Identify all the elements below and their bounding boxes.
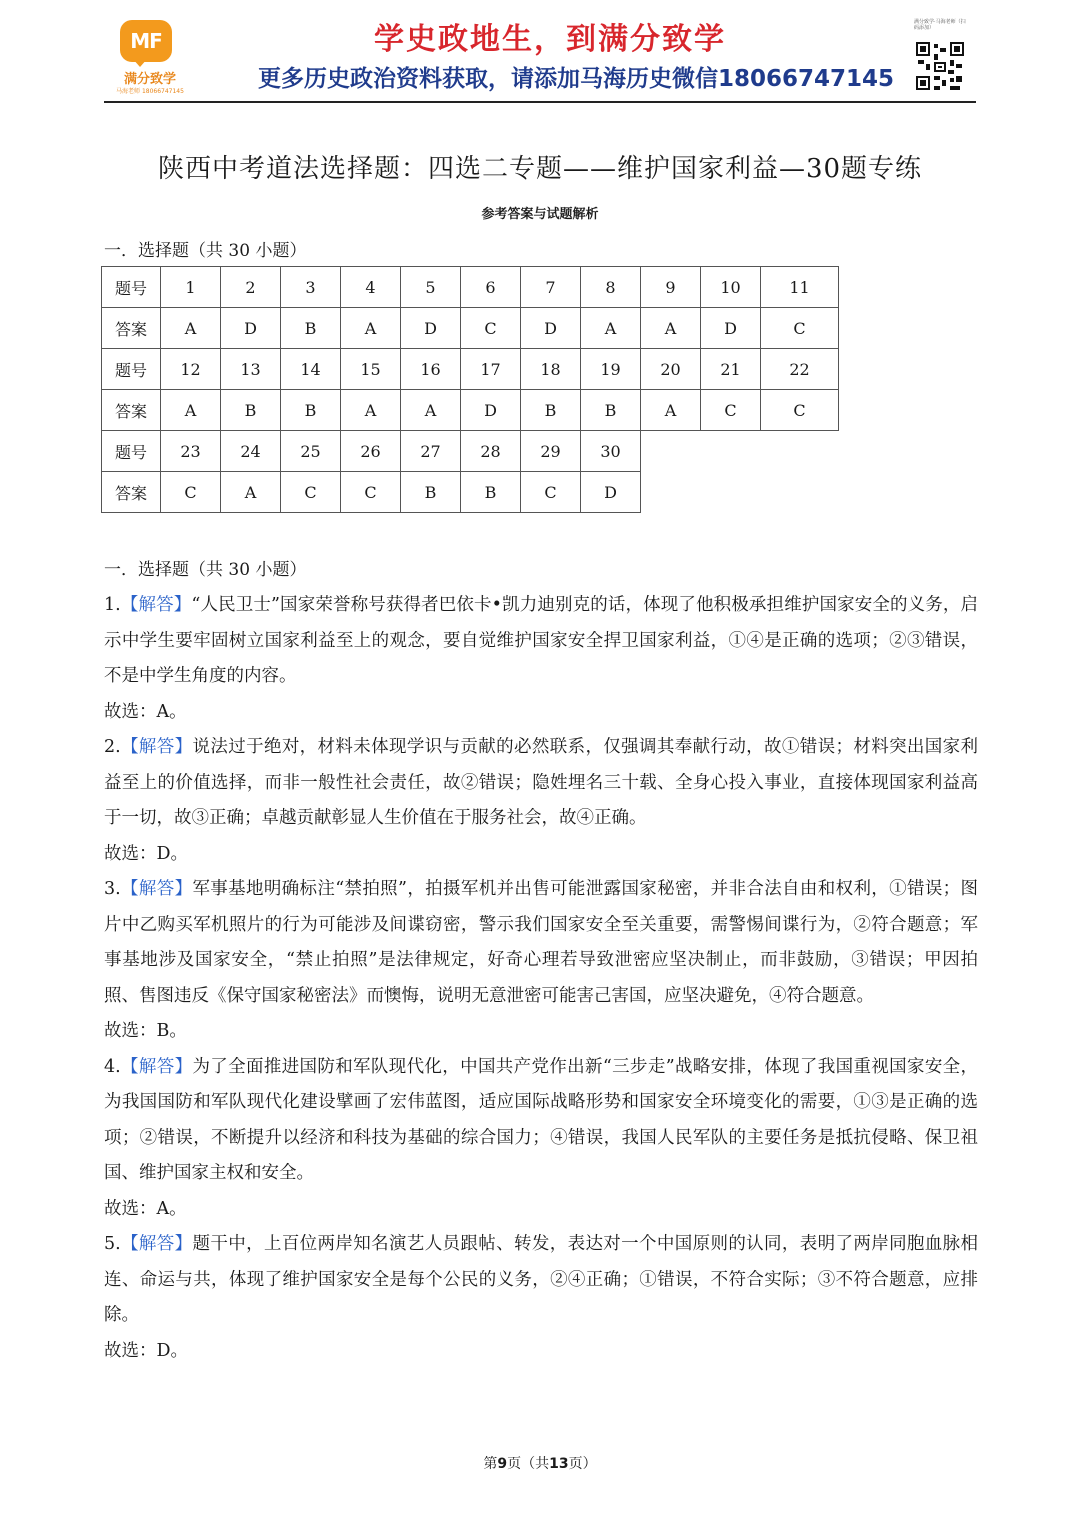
explanation-conclusion: 故选：A。 — [104, 1198, 187, 1219]
explanation-item — [104, 1050, 978, 1192]
empty-cell — [641, 472, 701, 513]
explanation-text: 军事基地明确标注“禁拍照”，拍摄军机并出售可能泄露国家秘密，并非合法自由和权利，①错误；图片中乙购买军机照片的行为可能涉及间谍窃密，警示我们国家安全至关重要，需警惕间谍行为，②符合题意；军事基地涉及国家安全，“禁止拍照”是法律规定，好奇心理若导致泄密应坚决制止，而非鼓励，③错误；甲因拍照、售图违反《保守国家秘密法》而懊悔，说明无意泄密可能害己害国，应坚决避免，④符合题意。 — [104, 879, 979, 1006]
question-label-cell: 题号 — [102, 431, 161, 472]
explanation-conclusion: 故选：D。 — [104, 1340, 189, 1361]
answer-cell: A — [401, 390, 461, 431]
answer-cell: B — [581, 390, 641, 431]
answer-row — [102, 308, 839, 349]
answer-cell: B — [461, 472, 521, 513]
answer-cell: D — [461, 390, 521, 431]
answer-cell: C — [281, 472, 341, 513]
answer-cell: B — [401, 472, 461, 513]
explanation-text: 题干中，上百位两岸知名演艺人员跟帖、转发，表达对一个中国原则的认同，表明了两岸同胞血脉相连、命运与共，体现了维护国家安全是每个公民的义务，②④正确；①错误，不符合实际；③不符合题意，应排除。 — [104, 1234, 979, 1325]
answer-cell: B — [281, 308, 341, 349]
answer-cell: C — [701, 390, 761, 431]
header-divider — [104, 101, 976, 103]
footer-suffix: 页） — [568, 1456, 597, 1472]
answer-cell: B — [281, 390, 341, 431]
question-number-cell: 3 — [281, 267, 341, 308]
explanation-number: 5. — [104, 1234, 121, 1254]
question-number-cell: 15 — [341, 349, 401, 390]
answer-tag: 【解答】 — [120, 1056, 193, 1077]
question-number-cell: 11 — [761, 267, 839, 308]
answer-cell: A — [221, 472, 281, 513]
explanation-number: 1. — [104, 595, 121, 615]
question-number-cell: 1 — [161, 267, 221, 308]
question-number-cell: 10 — [701, 267, 761, 308]
question-number-cell: 24 — [221, 431, 281, 472]
answer-cell: D — [581, 472, 641, 513]
question-number-cell: 25 — [281, 431, 341, 472]
question-number-cell: 28 — [461, 431, 521, 472]
explanation-list — [104, 588, 978, 1369]
explanation-item — [104, 588, 978, 695]
page-header — [0, 0, 1080, 105]
question-number-cell: 21 — [701, 349, 761, 390]
question-number-cell: 2 — [221, 267, 281, 308]
brand-logo — [110, 20, 190, 95]
answer-cell: C — [341, 472, 401, 513]
explanation-item — [104, 730, 978, 837]
answer-cell: B — [221, 390, 281, 431]
question-number-cell: 5 — [401, 267, 461, 308]
question-number-cell: 23 — [161, 431, 221, 472]
question-label-cell: 题号 — [102, 349, 161, 390]
answer-cell: A — [641, 390, 701, 431]
explanation-text: 为了全面推进国防和军队现代化，中国共产党作出新“三步走”战略安排，体现了我国重视国家安全，为我国国防和军队现代化建设擘画了宏伟蓝图，适应国际战略形势和国家安全环境变化的需要，①③是正确的选项；②错误，不断提升以经济和科技为基础的综合国力；④错误，我国人民军队的主要任务是抵抗侵略、保卫祖国、维护国家主权和安全。 — [104, 1056, 979, 1183]
question-number-cell: 20 — [641, 349, 701, 390]
answer-cell: A — [341, 390, 401, 431]
explanation-number: 3. — [104, 879, 121, 899]
empty-cell — [761, 431, 839, 472]
answer-tag: 【解答】 — [120, 595, 192, 615]
qr-caption: 满分致学·马海老师（扫码添加） — [914, 19, 966, 31]
answer-cell: A — [581, 308, 641, 349]
answer-cell: A — [161, 308, 221, 349]
explanation-conclusion: 故选：D。 — [104, 843, 189, 864]
question-number-cell: 14 — [281, 349, 341, 390]
question-number-cell: 12 — [161, 349, 221, 390]
answer-row — [102, 472, 839, 513]
question-number-cell: 18 — [521, 349, 581, 390]
answer-cell: C — [161, 472, 221, 513]
question-label-cell: 题号 — [102, 267, 161, 308]
empty-cell — [761, 472, 839, 513]
question-number-cell: 4 — [341, 267, 401, 308]
question-number-cell: 29 — [521, 431, 581, 472]
answer-cell: D — [701, 308, 761, 349]
logo-speech-tail — [132, 58, 148, 67]
answer-tag: 【解答】 — [120, 1234, 193, 1254]
answer-cell: B — [521, 390, 581, 431]
empty-cell — [701, 431, 761, 472]
answer-cell: A — [641, 308, 701, 349]
question-number-cell: 22 — [761, 349, 839, 390]
empty-cell — [641, 431, 701, 472]
answer-cell: A — [341, 308, 401, 349]
explanation-conclusion: 故选：A。 — [104, 701, 187, 722]
document-title: 陕西中考道法选择题：四选二专题——维护国家利益—30题专练 — [157, 154, 923, 184]
section-heading: 一．选择题（共 30 小题） — [104, 241, 307, 261]
logo-badge: MF — [120, 20, 172, 62]
explanation-item — [104, 872, 978, 1014]
answer-tag: 【解答】 — [120, 737, 193, 757]
question-number-cell: 9 — [641, 267, 701, 308]
explanation-conclusion: 故选：B。 — [104, 1021, 187, 1041]
footer-total-pages: 13 — [549, 1456, 569, 1472]
explanation-number: 2. — [104, 737, 121, 757]
question-row — [102, 267, 839, 308]
answer-label-cell: 答案 — [102, 390, 161, 431]
answer-cell: C — [761, 308, 839, 349]
question-number-cell: 17 — [461, 349, 521, 390]
document-subtitle: 参考答案与试题解析 — [481, 207, 599, 222]
answer-cell: C — [461, 308, 521, 349]
answer-label-cell: 答案 — [102, 308, 161, 349]
question-number-cell: 27 — [401, 431, 461, 472]
header-slogan: 学史政地生，到满分致学 — [374, 22, 726, 57]
question-row — [102, 349, 839, 390]
answer-cell: C — [761, 390, 839, 431]
question-number-cell: 16 — [401, 349, 461, 390]
answer-cell: C — [521, 472, 581, 513]
answer-cell: D — [401, 308, 461, 349]
explanation-text: 说法过于绝对，材料未体现学识与贡献的必然联系，仅强调其奉献行动，故①错误；材料突出国家利益至上的价值选择，而非一般性社会责任，故②错误；隐姓埋名三十载、全身心投入事业，直接体现国家利益高于一切，故③正确；卓越贡献彰显人生价值在于服务社会，故④正确。 — [104, 737, 979, 828]
answer-label-cell: 答案 — [102, 472, 161, 513]
section-heading-explanations: 一．选择题（共 30 小题） — [104, 560, 307, 580]
explanation-item — [104, 1227, 978, 1334]
footer-prefix: 第 — [483, 1456, 498, 1472]
explanation-number: 4. — [104, 1056, 121, 1077]
qr-code-icon — [914, 40, 966, 92]
explanation-text: “人民卫士”国家荣誉称号获得者巴依卡•凯力迪别克的话，体现了他积极承担维护国家安全的义务，启示中学生要牢固树立国家利益至上的观念，要自觉维护国家安全捍卫国家利益，①④是正确的选项；②③错误，不是中学生角度的内容。 — [104, 595, 979, 686]
question-row — [102, 431, 839, 472]
question-number-cell: 26 — [341, 431, 401, 472]
question-number-cell: 7 — [521, 267, 581, 308]
answer-cell: D — [221, 308, 281, 349]
logo-name: 满分致学 — [123, 72, 176, 87]
question-number-cell: 19 — [581, 349, 641, 390]
page-footer — [0, 1453, 1080, 1473]
question-number-cell: 13 — [221, 349, 281, 390]
question-number-cell: 6 — [461, 267, 521, 308]
footer-mid: 页（共 — [507, 1456, 550, 1472]
answer-row — [102, 390, 839, 431]
answer-cell: A — [161, 390, 221, 431]
logo-subtext: 马海老师 18066747145 — [116, 88, 184, 95]
empty-cell — [701, 472, 761, 513]
header-contact: 更多历史政治资料获取，请添加马海历史微信18066747145 — [258, 66, 895, 92]
question-number-cell: 8 — [581, 267, 641, 308]
answer-table — [101, 266, 839, 513]
answer-tag: 【解答】 — [120, 879, 193, 899]
question-number-cell: 30 — [581, 431, 641, 472]
answer-cell: D — [521, 308, 581, 349]
footer-page-number: 9 — [497, 1456, 508, 1472]
